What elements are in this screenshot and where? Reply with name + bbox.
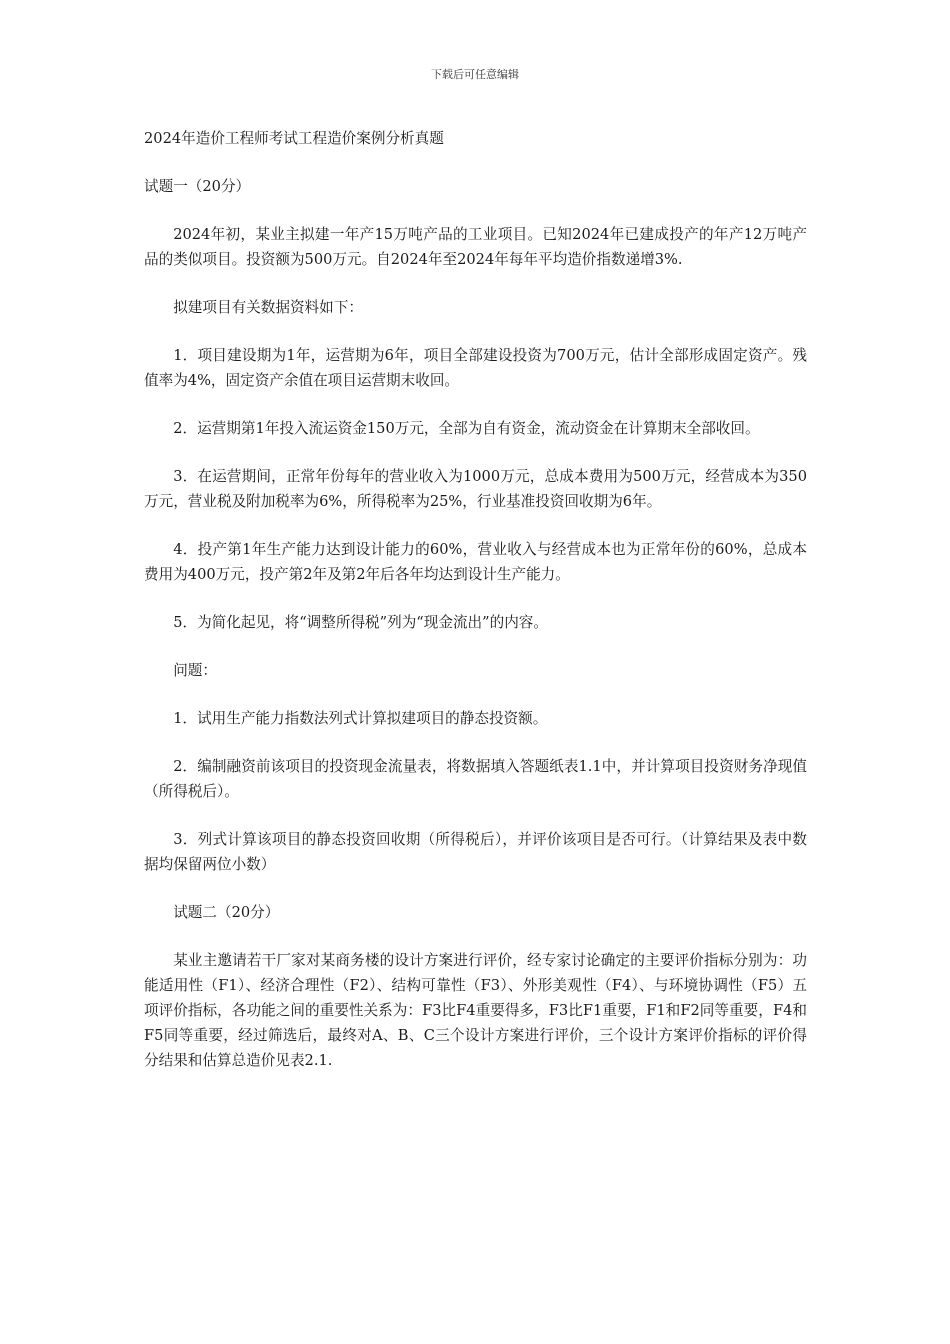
question-1-item-5: 5．为简化起见，将“调整所得税”列为“现金流出”的内容。 [173,614,548,631]
question-2-intro: 某业主邀请若干厂家对某商务楼的设计方案进行评价，经专家讨论确定的主要评价指标分别为：功能适用性（F1）、经济合理性（F2）、结构可靠性（F3）、外形美观性（F4）、与环境协调性（F5）五项评价指标，各功能之间的重要性关系为：F3比F4重要得多，F3比F1重要，F1和F2同等重要，F4和F5同等重要，经过筛选后，最终对A、B、C三个设计方案进行评价，三个设计方案评价指标的评价得分结果和估算总造价见表2.1. [144,952,807,1069]
question-1-data-heading: 拟建项目有关数据资料如下： [173,299,363,316]
question-1-item-4: 4．投产第1年生产能力达到设计能力的60%，营业收入与经营成本也为正常年份的60%，总成本费用为400万元，投产第2年及第2年后各年均达到设计生产能力。 [144,541,807,583]
question-1-item-1: 1．项目建设期为1年，运营期为6年，项目全部建设投资为700万元，估计全部形成固定资产。残值率为4%，固定资产余值在项目运营期末收回。 [144,347,807,389]
question-1-sub-2: 2．编制融资前该项目的投资现金流量表，将数据填入答题纸表1.1中，并计算项目投资财务净现值（所得税后）。 [144,758,807,800]
document-title: 2024年造价工程师考试工程造价案例分析真题 [144,130,444,147]
question-1-item-3: 3．在运营期间，正常年份每年的营业收入为1000万元，总成本费用为500万元，经营成本为350万元，营业税及附加税率为6%，所得税率为25%，行业基准投资回收期为6年。 [144,468,807,510]
document-body [144,126,807,1096]
question-1-intro: 2024年初，某业主拟建一年产15万吨产品的工业项目。已知2024年已建成投产的年产12万吨产品的类似项目。投资额为500万元。自2024年至2024年每年平均造价指数递增3%. [144,226,807,268]
question-2-heading: 试题二（20分） [173,904,280,921]
question-1-sub-3: 3．列式计算该项目的静态投资回收期（所得税后），并评价该项目是否可行。（计算结果及表中数据均保留两位小数） [144,831,807,873]
questions-heading: 问题： [173,662,217,679]
question-1-sub-1: 1．试用生产能力指数法列式计算拟建项目的静态投资额。 [173,710,548,727]
question-1-item-2: 2．运营期第1年投入流运资金150万元，全部为自有资金，流动资金在计算期末全部收回。 [173,420,760,437]
question-1-heading: 试题一（20分） [144,178,251,195]
page-header: 下载后可任意编辑 [431,68,519,81]
